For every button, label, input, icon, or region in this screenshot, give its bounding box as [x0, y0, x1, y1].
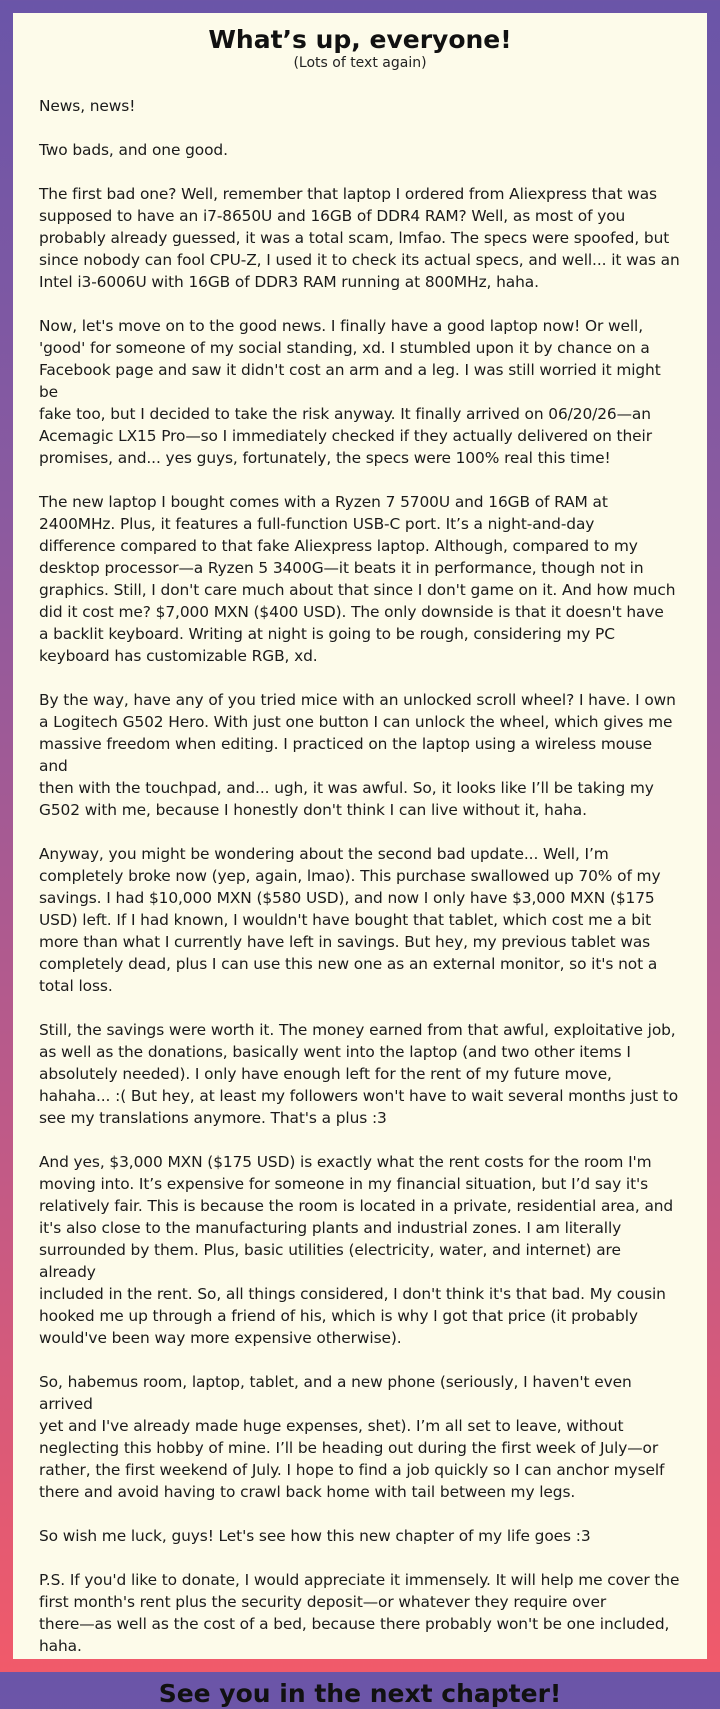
post-card: [13, 13, 707, 1708]
paragraph-savings: Still, the savings were worth it. The money earned from that awful, exploitative job, as well as the donations, basically went into the laptop (and two other items I absolutely needed). I only have enough left for the rent of my future move, hahaha... :( But hey, at least my followers won't have to wait several months just to see my translations anymore. That's a plus :3: [39, 1021, 679, 1127]
paragraph-rent: And yes, $3,000 MXN ($175 USD) is exactly what the rent costs for the room I'm moving into. It’s expensive for someone in my financial situation, but I’d say it's relatively fair. This is because the room is located in a private, residential area, and it's also close to the manufacturing plants and industrial zones. I am literally surrounded by them. Plus, basic utilities (electricity, water, and internet) are already included in the rent. So, all things considered, I don't think it's that bad. My cousin hooked me up through a friend of his, which is why I got that price (it probably would've been way more expensive otherwise).: [39, 1153, 674, 1347]
paragraph-greeting: News, news!: [39, 97, 136, 115]
paragraph-first-bad: The first bad one? Well, remember that laptop I ordered from Aliexpress that was supposed to have an i7-8650U and 16GB of DDR4 RAM? Well, as most of you probably already guessed, it was a total scam, lmfao. The specs were spoofed, but since nobody can fool CPU-Z, I used it to check its actual specs, and well... it was an Intel i3-6006U with 16GB of DDR3 RAM running at 800MHz, haha.: [39, 185, 680, 291]
post-body: [39, 95, 681, 1657]
post-title: What’s up, everyone!: [208, 25, 512, 54]
paragraph-intro: Two bads, and one good.: [39, 141, 228, 159]
paragraph-good-news: Now, let's move on to the good news. I finally have a good laptop now! Or well, 'good' for someone of my social standing, xd. I stumbled upon it by chance on a Facebook page and saw it didn't cost an arm and a leg. I was still worried it might be fake too, but I decided to take the risk anyway. It finally arrived on 06/20/26—an Acemagic LX15 Pro—so I immediately checked if they actually delivered on their promises, and... yes guys, fortunately, the specs were 100% real this time!: [39, 317, 661, 467]
paragraph-wish-luck: So wish me luck, guys! Let's see how this new chapter of my life goes :3: [39, 1527, 591, 1545]
post-signoff: See you in the next chapter!: [158, 1679, 562, 1708]
paragraph-laptop-specs: The new laptop I bought comes with a Ryzen 7 5700U and 16GB of RAM at 2400MHz. Plus, it features a full-function USB-C port. It’s a night-and-day difference compared to that fake Aliexpress laptop. Although, compared to my desktop processor—a Ryzen 5 3400G—it beats it in performance, though not in graphics. Still, I don't care much about that since I don't game on it. And how much did it cost me? $7,000 MXN ($400 USD). The only downside is that it doesn't have a backlit keyboard. Writing at night is going to be rough, considering my PC keyboard has customizable RGB, xd.: [39, 493, 676, 665]
post-subtitle: (Lots of text again): [293, 55, 427, 71]
paragraph-mouse: By the way, have any of you tried mice with an unlocked scroll wheel? I have. I own a Logitech G502 Hero. With just one button I can unlock the wheel, which gives me massive freedom when editing. I practiced on the laptop using a wireless mouse and then with the touchpad, and... ugh, it was awful. So, it looks like I’ll be taking my G502 with me, because I honestly don't think I can live without it, haha.: [39, 691, 676, 819]
paragraph-second-bad: Anyway, you might be wondering about the second bad update... Well, I’m completely broke now (yep, again, lmao). This purchase swallowed up 70% of my savings. I had $10,000 MXN ($580 USD), and now I only have $3,000 MXN ($175 USD) left. If I had known, I wouldn't have bought that tablet, which cost me a bit more than what I currently have left in savings. But hey, my previous tablet was completely dead, plus I can use this new one as an external monitor, so it's not a total loss.: [39, 845, 661, 995]
paragraph-moving: So, habemus room, laptop, tablet, and a new phone (seriously, I haven't even arrived yet and I've already made huge expenses, shet). I’m all set to leave, without neglecting this hobby of mine. I’ll be heading out during the first week of July—or rather, the first weekend of July. I hope to find a job quickly so I can anchor myself there and avoid having to crawl back home with tail between my legs.: [39, 1373, 665, 1501]
paragraph-ps-donate: P.S. If you'd like to donate, I would appreciate it immensely. It will help me cover the first month's rent plus the security deposit—or whatever they require over there—as well as the cost of a bed, because there probably won't be one included, haha.: [39, 1571, 680, 1655]
